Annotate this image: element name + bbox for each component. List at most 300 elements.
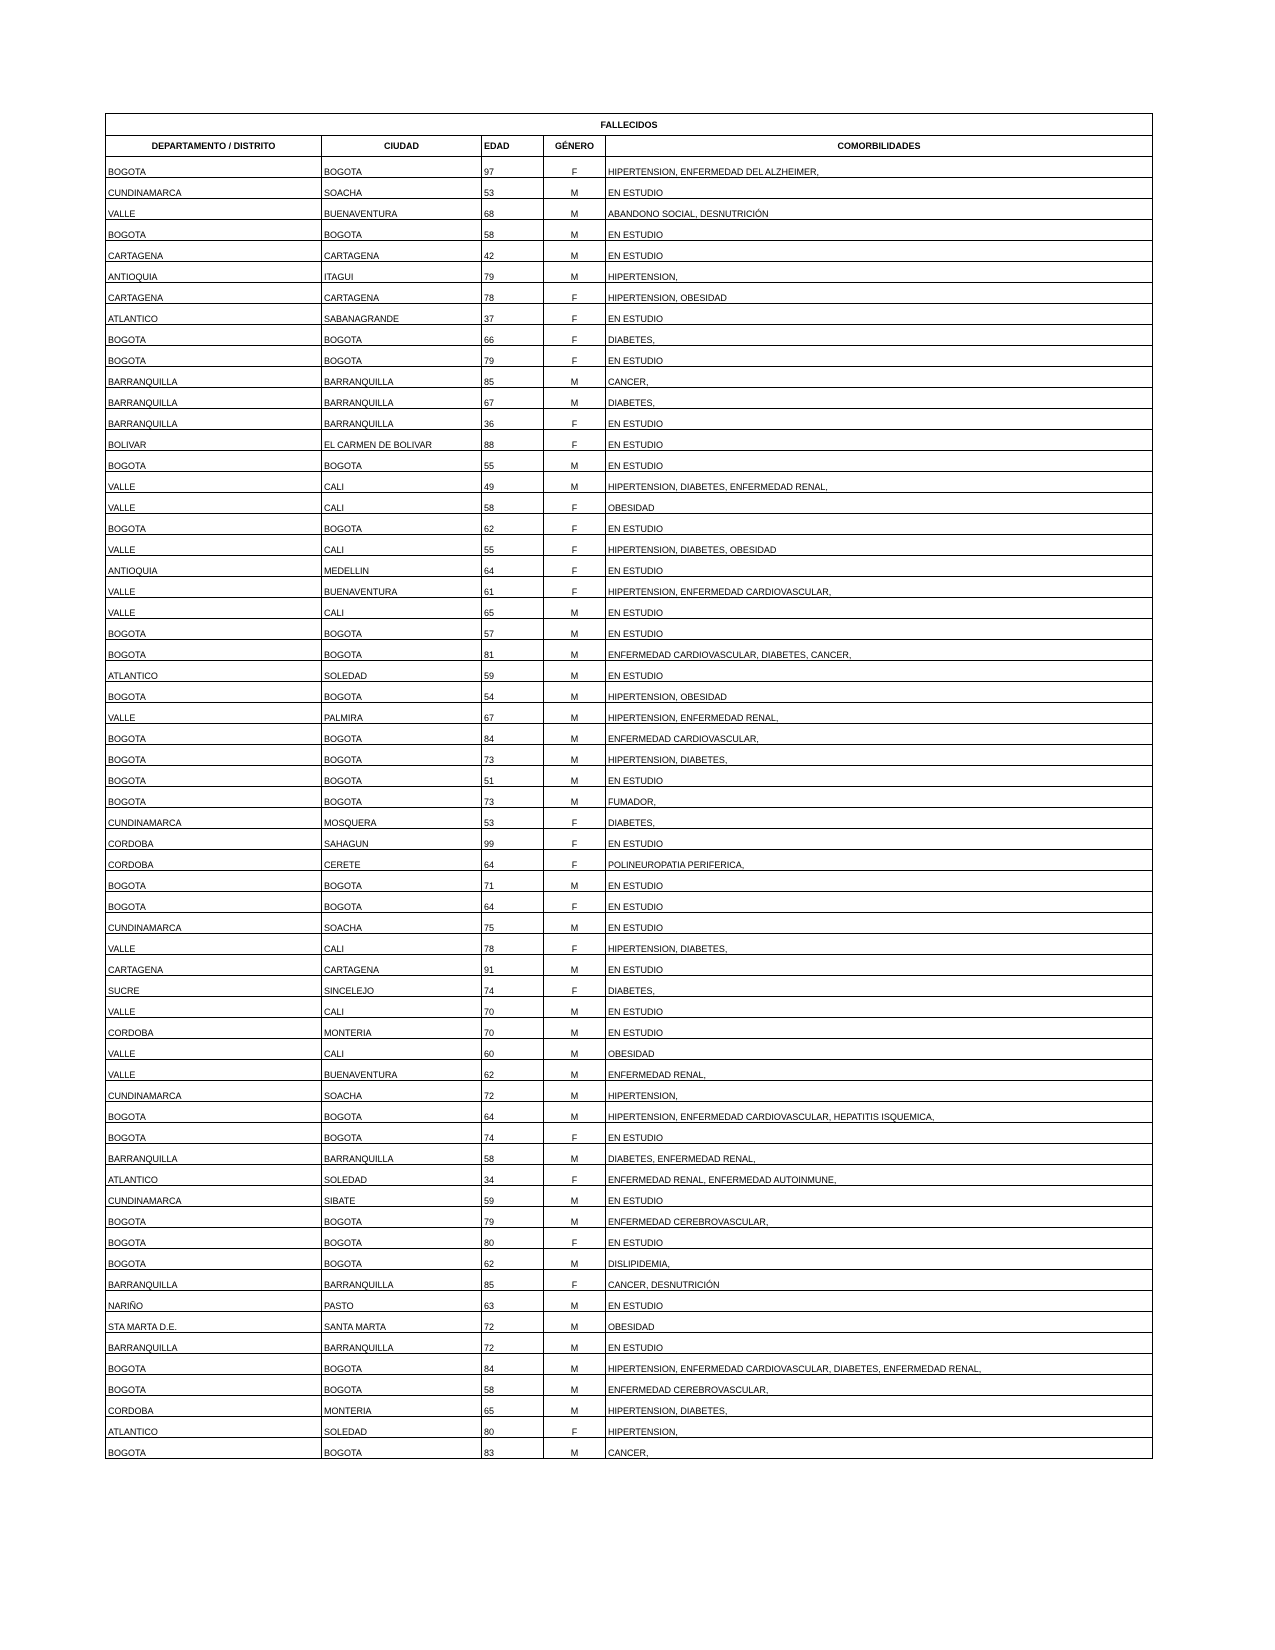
- cell-departamento: CORDOBA: [106, 829, 322, 850]
- cell-edad: 62: [482, 1249, 544, 1270]
- cell-genero: M: [544, 1186, 606, 1207]
- table-row: [106, 199, 1153, 220]
- table-row: [106, 1039, 1153, 1060]
- cell-genero: M: [544, 1396, 606, 1417]
- cell-genero: M: [544, 367, 606, 388]
- cell-ciudad: BARRANQUILLA: [322, 409, 482, 430]
- cell-genero: F: [544, 976, 606, 997]
- table-row: [106, 850, 1153, 871]
- cell-comorbilidades: HIPERTENSION, ENFERMEDAD CARDIOVASCULAR, DIABETES, ENFERMEDAD RENAL,: [606, 1354, 1153, 1375]
- cell-ciudad: CARTAGENA: [322, 241, 482, 262]
- cell-ciudad: CARTAGENA: [322, 283, 482, 304]
- cell-departamento: BARRANQUILLA: [106, 1333, 322, 1354]
- cell-departamento: CARTAGENA: [106, 283, 322, 304]
- cell-edad: 62: [482, 1060, 544, 1081]
- table-row: [106, 997, 1153, 1018]
- cell-genero: M: [544, 1144, 606, 1165]
- table-row: [106, 1354, 1153, 1375]
- cell-genero: M: [544, 388, 606, 409]
- cell-ciudad: BOGOTA: [322, 1207, 482, 1228]
- cell-comorbilidades: DIABETES,: [606, 808, 1153, 829]
- cell-departamento: BOGOTA: [106, 871, 322, 892]
- cell-ciudad: BOGOTA: [322, 619, 482, 640]
- cell-comorbilidades: HIPERTENSION, ENFERMEDAD CARDIOVASCULAR,: [606, 577, 1153, 598]
- cell-comorbilidades: DIABETES,: [606, 976, 1153, 997]
- cell-ciudad: CERETE: [322, 850, 482, 871]
- cell-edad: 61: [482, 577, 544, 598]
- cell-ciudad: SOACHA: [322, 178, 482, 199]
- table-row: [106, 1060, 1153, 1081]
- cell-departamento: CUNDINAMARCA: [106, 1081, 322, 1102]
- cell-edad: 78: [482, 283, 544, 304]
- cell-ciudad: SABANAGRANDE: [322, 304, 482, 325]
- table-row: [106, 367, 1153, 388]
- table-row: [106, 1144, 1153, 1165]
- table-row: [106, 1186, 1153, 1207]
- table-title-row: [106, 114, 1153, 136]
- table-row: [106, 577, 1153, 598]
- cell-comorbilidades: HIPERTENSION, ENFERMEDAD DEL ALZHEIMER,: [606, 157, 1153, 178]
- cell-edad: 74: [482, 1123, 544, 1144]
- table-row: [106, 1207, 1153, 1228]
- cell-ciudad: BOGOTA: [322, 220, 482, 241]
- cell-comorbilidades: HIPERTENSION,: [606, 1081, 1153, 1102]
- cell-departamento: ANTIOQUIA: [106, 262, 322, 283]
- table-row: [106, 178, 1153, 199]
- cell-comorbilidades: HIPERTENSION, DIABETES, OBESIDAD: [606, 535, 1153, 556]
- cell-departamento: SUCRE: [106, 976, 322, 997]
- cell-ciudad: BOGOTA: [322, 766, 482, 787]
- cell-genero: M: [544, 262, 606, 283]
- cell-departamento: BOGOTA: [106, 724, 322, 745]
- cell-edad: 80: [482, 1417, 544, 1438]
- cell-departamento: BARRANQUILLA: [106, 1144, 322, 1165]
- cell-edad: 53: [482, 808, 544, 829]
- cell-comorbilidades: POLINEUROPATIA PERIFERICA,: [606, 850, 1153, 871]
- cell-genero: M: [544, 451, 606, 472]
- cell-ciudad: CARTAGENA: [322, 955, 482, 976]
- cell-comorbilidades: EN ESTUDIO: [606, 304, 1153, 325]
- cell-comorbilidades: HIPERTENSION, DIABETES, ENFERMEDAD RENAL,: [606, 472, 1153, 493]
- cell-departamento: VALLE: [106, 1060, 322, 1081]
- cell-ciudad: BOGOTA: [322, 640, 482, 661]
- cell-comorbilidades: EN ESTUDIO: [606, 430, 1153, 451]
- cell-genero: M: [544, 220, 606, 241]
- cell-genero: M: [544, 955, 606, 976]
- cell-genero: M: [544, 1207, 606, 1228]
- table-row: [106, 661, 1153, 682]
- cell-genero: M: [544, 661, 606, 682]
- cell-comorbilidades: EN ESTUDIO: [606, 598, 1153, 619]
- cell-ciudad: BARRANQUILLA: [322, 1333, 482, 1354]
- cell-comorbilidades: HIPERTENSION, ENFERMEDAD CARDIOVASCULAR, HEPATITIS ISQUEMICA,: [606, 1102, 1153, 1123]
- cell-genero: F: [544, 535, 606, 556]
- cell-departamento: VALLE: [106, 997, 322, 1018]
- cell-departamento: BARRANQUILLA: [106, 388, 322, 409]
- table-title: FALLECIDOS: [106, 114, 1153, 136]
- cell-departamento: BOGOTA: [106, 1249, 322, 1270]
- table-row: [106, 325, 1153, 346]
- table-row: [106, 409, 1153, 430]
- cell-ciudad: BOGOTA: [322, 787, 482, 808]
- cell-departamento: CORDOBA: [106, 1396, 322, 1417]
- cell-comorbilidades: EN ESTUDIO: [606, 955, 1153, 976]
- cell-departamento: CUNDINAMARCA: [106, 1186, 322, 1207]
- cell-ciudad: SINCELEJO: [322, 976, 482, 997]
- cell-edad: 79: [482, 262, 544, 283]
- cell-edad: 64: [482, 850, 544, 871]
- cell-departamento: VALLE: [106, 577, 322, 598]
- cell-ciudad: SIBATE: [322, 1186, 482, 1207]
- cell-edad: 88: [482, 430, 544, 451]
- cell-edad: 51: [482, 766, 544, 787]
- cell-ciudad: CALI: [322, 535, 482, 556]
- cell-ciudad: BOGOTA: [322, 325, 482, 346]
- cell-edad: 79: [482, 1207, 544, 1228]
- cell-edad: 80: [482, 1228, 544, 1249]
- cell-departamento: NARIÑO: [106, 1291, 322, 1312]
- table-row: [106, 724, 1153, 745]
- cell-comorbilidades: ENFERMEDAD CARDIOVASCULAR,: [606, 724, 1153, 745]
- cell-departamento: ATLANTICO: [106, 304, 322, 325]
- cell-departamento: ANTIOQUIA: [106, 556, 322, 577]
- table-body: [106, 157, 1153, 1459]
- cell-genero: F: [544, 283, 606, 304]
- cell-ciudad: BOGOTA: [322, 346, 482, 367]
- cell-departamento: BOLIVAR: [106, 430, 322, 451]
- cell-ciudad: BUENAVENTURA: [322, 577, 482, 598]
- cell-comorbilidades: CANCER,: [606, 1438, 1153, 1459]
- cell-genero: F: [544, 829, 606, 850]
- cell-edad: 49: [482, 472, 544, 493]
- table-row: [106, 556, 1153, 577]
- cell-genero: M: [544, 1249, 606, 1270]
- cell-departamento: ATLANTICO: [106, 661, 322, 682]
- cell-ciudad: CALI: [322, 493, 482, 514]
- table-row: [106, 1018, 1153, 1039]
- cell-departamento: BOGOTA: [106, 1123, 322, 1144]
- cell-departamento: VALLE: [106, 493, 322, 514]
- cell-ciudad: BOGOTA: [322, 745, 482, 766]
- table-row: [106, 1396, 1153, 1417]
- table-row: [106, 1102, 1153, 1123]
- cell-ciudad: BOGOTA: [322, 1249, 482, 1270]
- cell-ciudad: BOGOTA: [322, 892, 482, 913]
- cell-ciudad: CALI: [322, 1039, 482, 1060]
- cell-departamento: BOGOTA: [106, 787, 322, 808]
- cell-edad: 73: [482, 787, 544, 808]
- table-row: [106, 1165, 1153, 1186]
- cell-ciudad: SOLEDAD: [322, 1165, 482, 1186]
- cell-comorbilidades: HIPERTENSION, OBESIDAD: [606, 682, 1153, 703]
- cell-ciudad: BOGOTA: [322, 1375, 482, 1396]
- cell-genero: M: [544, 619, 606, 640]
- cell-comorbilidades: EN ESTUDIO: [606, 1018, 1153, 1039]
- cell-genero: F: [544, 493, 606, 514]
- cell-genero: M: [544, 1102, 606, 1123]
- cell-departamento: VALLE: [106, 598, 322, 619]
- cell-comorbilidades: EN ESTUDIO: [606, 220, 1153, 241]
- table-row: [106, 934, 1153, 955]
- table-row: [106, 262, 1153, 283]
- cell-edad: 58: [482, 220, 544, 241]
- table-row: [106, 241, 1153, 262]
- cell-departamento: BOGOTA: [106, 1375, 322, 1396]
- cell-genero: F: [544, 346, 606, 367]
- table-row: [106, 472, 1153, 493]
- cell-comorbilidades: EN ESTUDIO: [606, 241, 1153, 262]
- cell-departamento: CARTAGENA: [106, 955, 322, 976]
- cell-comorbilidades: DIABETES, ENFERMEDAD RENAL,: [606, 1144, 1153, 1165]
- cell-departamento: ATLANTICO: [106, 1165, 322, 1186]
- cell-ciudad: BUENAVENTURA: [322, 199, 482, 220]
- cell-edad: 58: [482, 1375, 544, 1396]
- cell-departamento: VALLE: [106, 1039, 322, 1060]
- cell-genero: F: [544, 325, 606, 346]
- cell-edad: 73: [482, 745, 544, 766]
- cell-comorbilidades: HIPERTENSION, DIABETES,: [606, 1396, 1153, 1417]
- cell-comorbilidades: EN ESTUDIO: [606, 409, 1153, 430]
- cell-genero: F: [544, 1417, 606, 1438]
- table-row: [106, 892, 1153, 913]
- cell-genero: M: [544, 766, 606, 787]
- table-row: [106, 1270, 1153, 1291]
- cell-departamento: BOGOTA: [106, 766, 322, 787]
- table-row: [106, 514, 1153, 535]
- cell-genero: F: [544, 934, 606, 955]
- header-comorbilidades: COMORBILIDADES: [606, 136, 1153, 157]
- cell-ciudad: PASTO: [322, 1291, 482, 1312]
- cell-edad: 55: [482, 451, 544, 472]
- cell-comorbilidades: FUMADOR,: [606, 787, 1153, 808]
- cell-genero: F: [544, 1228, 606, 1249]
- cell-genero: M: [544, 1438, 606, 1459]
- table-row: [106, 1123, 1153, 1144]
- cell-edad: 60: [482, 1039, 544, 1060]
- cell-edad: 78: [482, 934, 544, 955]
- cell-comorbilidades: DIABETES,: [606, 388, 1153, 409]
- cell-edad: 55: [482, 535, 544, 556]
- cell-edad: 79: [482, 346, 544, 367]
- table-row: [106, 871, 1153, 892]
- cell-edad: 99: [482, 829, 544, 850]
- cell-departamento: VALLE: [106, 535, 322, 556]
- cell-edad: 58: [482, 493, 544, 514]
- cell-edad: 75: [482, 913, 544, 934]
- cell-genero: M: [544, 724, 606, 745]
- cell-edad: 71: [482, 871, 544, 892]
- cell-departamento: CUNDINAMARCA: [106, 913, 322, 934]
- table-row: [106, 157, 1153, 178]
- cell-departamento: BOGOTA: [106, 682, 322, 703]
- cell-edad: 72: [482, 1081, 544, 1102]
- table-row: [106, 808, 1153, 829]
- table-row: [106, 1312, 1153, 1333]
- cell-comorbilidades: HIPERTENSION, ENFERMEDAD RENAL,: [606, 703, 1153, 724]
- cell-departamento: VALLE: [106, 934, 322, 955]
- table-row: [106, 346, 1153, 367]
- cell-departamento: BARRANQUILLA: [106, 367, 322, 388]
- cell-genero: F: [544, 808, 606, 829]
- cell-departamento: STA MARTA D.E.: [106, 1312, 322, 1333]
- cell-departamento: VALLE: [106, 472, 322, 493]
- cell-ciudad: BARRANQUILLA: [322, 367, 482, 388]
- cell-departamento: BOGOTA: [106, 1102, 322, 1123]
- cell-genero: M: [544, 598, 606, 619]
- cell-edad: 84: [482, 1354, 544, 1375]
- cell-genero: M: [544, 640, 606, 661]
- cell-ciudad: MOSQUERA: [322, 808, 482, 829]
- header-row: [106, 136, 1153, 157]
- cell-departamento: BOGOTA: [106, 619, 322, 640]
- cell-edad: 64: [482, 556, 544, 577]
- cell-ciudad: PALMIRA: [322, 703, 482, 724]
- cell-genero: M: [544, 241, 606, 262]
- cell-comorbilidades: EN ESTUDIO: [606, 556, 1153, 577]
- cell-ciudad: CALI: [322, 997, 482, 1018]
- cell-ciudad: SAHAGUN: [322, 829, 482, 850]
- table-row: [106, 913, 1153, 934]
- cell-comorbilidades: HIPERTENSION, DIABETES,: [606, 745, 1153, 766]
- cell-comorbilidades: DISLIPIDEMIA,: [606, 1249, 1153, 1270]
- cell-genero: M: [544, 787, 606, 808]
- cell-genero: M: [544, 199, 606, 220]
- table-row: [106, 1228, 1153, 1249]
- cell-comorbilidades: ENFERMEDAD RENAL,: [606, 1060, 1153, 1081]
- cell-genero: M: [544, 1333, 606, 1354]
- cell-ciudad: BOGOTA: [322, 451, 482, 472]
- cell-edad: 65: [482, 1396, 544, 1417]
- cell-ciudad: MEDELLIN: [322, 556, 482, 577]
- cell-comorbilidades: ENFERMEDAD RENAL, ENFERMEDAD AUTOINMUNE,: [606, 1165, 1153, 1186]
- cell-edad: 64: [482, 892, 544, 913]
- cell-comorbilidades: EN ESTUDIO: [606, 451, 1153, 472]
- cell-comorbilidades: HIPERTENSION, DIABETES,: [606, 934, 1153, 955]
- table-row: [106, 619, 1153, 640]
- cell-genero: M: [544, 472, 606, 493]
- table-row: [106, 430, 1153, 451]
- cell-edad: 59: [482, 661, 544, 682]
- header-genero: GÉNERO: [544, 136, 606, 157]
- cell-edad: 91: [482, 955, 544, 976]
- fallecidos-table: [105, 113, 1153, 1459]
- cell-genero: M: [544, 745, 606, 766]
- cell-departamento: BOGOTA: [106, 157, 322, 178]
- cell-comorbilidades: EN ESTUDIO: [606, 766, 1153, 787]
- cell-edad: 58: [482, 1144, 544, 1165]
- cell-edad: 85: [482, 1270, 544, 1291]
- cell-genero: F: [544, 304, 606, 325]
- cell-comorbilidades: CANCER,: [606, 367, 1153, 388]
- table-row: [106, 682, 1153, 703]
- cell-genero: F: [544, 577, 606, 598]
- cell-ciudad: ITAGUI: [322, 262, 482, 283]
- cell-comorbilidades: EN ESTUDIO: [606, 619, 1153, 640]
- cell-ciudad: BOGOTA: [322, 1228, 482, 1249]
- cell-departamento: BOGOTA: [106, 1438, 322, 1459]
- cell-genero: M: [544, 1039, 606, 1060]
- cell-departamento: VALLE: [106, 199, 322, 220]
- table-row: [106, 1417, 1153, 1438]
- table-row: [106, 535, 1153, 556]
- cell-ciudad: CALI: [322, 598, 482, 619]
- cell-edad: 72: [482, 1312, 544, 1333]
- header-ciudad: CIUDAD: [322, 136, 482, 157]
- table-row: [106, 1438, 1153, 1459]
- cell-departamento: BOGOTA: [106, 745, 322, 766]
- cell-comorbilidades: EN ESTUDIO: [606, 178, 1153, 199]
- cell-ciudad: BOGOTA: [322, 724, 482, 745]
- cell-comorbilidades: EN ESTUDIO: [606, 913, 1153, 934]
- cell-ciudad: BOGOTA: [322, 871, 482, 892]
- cell-edad: 84: [482, 724, 544, 745]
- cell-ciudad: CALI: [322, 934, 482, 955]
- cell-genero: M: [544, 913, 606, 934]
- cell-ciudad: SOLEDAD: [322, 661, 482, 682]
- cell-departamento: BOGOTA: [106, 892, 322, 913]
- cell-genero: M: [544, 871, 606, 892]
- table-row: [106, 283, 1153, 304]
- cell-edad: 68: [482, 199, 544, 220]
- cell-departamento: CUNDINAMARCA: [106, 808, 322, 829]
- header-edad: EDAD: [482, 136, 544, 157]
- cell-ciudad: BOGOTA: [322, 514, 482, 535]
- cell-ciudad: MONTERIA: [322, 1018, 482, 1039]
- cell-edad: 81: [482, 640, 544, 661]
- cell-genero: F: [544, 409, 606, 430]
- table-row: [106, 1333, 1153, 1354]
- table-row: [106, 976, 1153, 997]
- cell-comorbilidades: HIPERTENSION,: [606, 1417, 1153, 1438]
- cell-ciudad: BOGOTA: [322, 1102, 482, 1123]
- cell-genero: F: [544, 1270, 606, 1291]
- cell-edad: 63: [482, 1291, 544, 1312]
- cell-edad: 36: [482, 409, 544, 430]
- cell-genero: M: [544, 1291, 606, 1312]
- cell-comorbilidades: ENFERMEDAD CEREBROVASCULAR,: [606, 1207, 1153, 1228]
- cell-ciudad: BUENAVENTURA: [322, 1060, 482, 1081]
- cell-comorbilidades: ABANDONO SOCIAL, DESNUTRICIÓN: [606, 199, 1153, 220]
- cell-edad: 54: [482, 682, 544, 703]
- cell-edad: 57: [482, 619, 544, 640]
- cell-edad: 67: [482, 388, 544, 409]
- cell-comorbilidades: OBESIDAD: [606, 493, 1153, 514]
- cell-ciudad: BARRANQUILLA: [322, 1144, 482, 1165]
- table-row: [106, 955, 1153, 976]
- cell-comorbilidades: EN ESTUDIO: [606, 1228, 1153, 1249]
- cell-comorbilidades: EN ESTUDIO: [606, 871, 1153, 892]
- table-row: [106, 787, 1153, 808]
- cell-departamento: ATLANTICO: [106, 1417, 322, 1438]
- cell-comorbilidades: OBESIDAD: [606, 1312, 1153, 1333]
- cell-ciudad: BOGOTA: [322, 1438, 482, 1459]
- cell-departamento: CORDOBA: [106, 1018, 322, 1039]
- cell-comorbilidades: DIABETES,: [606, 325, 1153, 346]
- table-row: [106, 388, 1153, 409]
- cell-ciudad: BOGOTA: [322, 1123, 482, 1144]
- cell-comorbilidades: EN ESTUDIO: [606, 346, 1153, 367]
- cell-genero: M: [544, 703, 606, 724]
- cell-edad: 70: [482, 997, 544, 1018]
- table-row: [106, 220, 1153, 241]
- cell-genero: M: [544, 1312, 606, 1333]
- cell-genero: M: [544, 1375, 606, 1396]
- cell-comorbilidades: EN ESTUDIO: [606, 1123, 1153, 1144]
- table-row: [106, 451, 1153, 472]
- cell-genero: M: [544, 1354, 606, 1375]
- cell-edad: 64: [482, 1102, 544, 1123]
- cell-comorbilidades: EN ESTUDIO: [606, 514, 1153, 535]
